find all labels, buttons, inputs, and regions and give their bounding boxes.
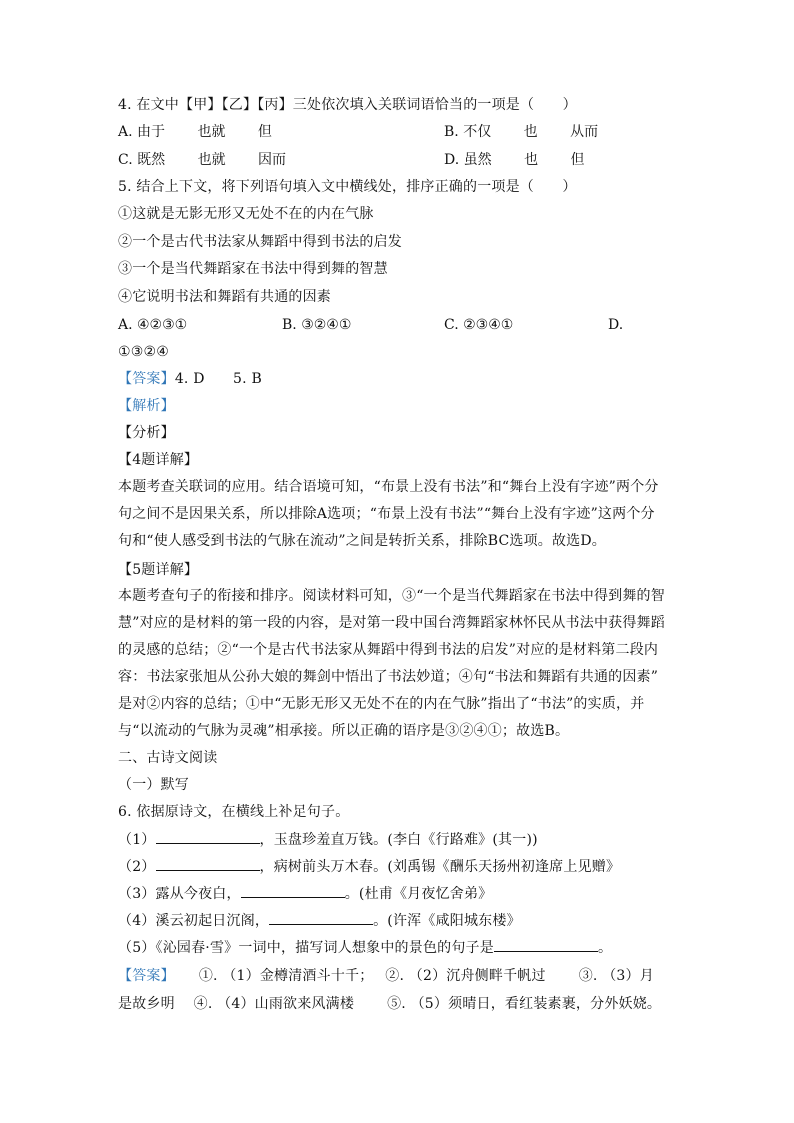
q4-option-d: D. 虽然 也 但: [444, 152, 585, 168]
q6-line-3-prefix: （3）露从今夜白，: [118, 886, 241, 902]
fenxi-tag: 【分析】: [118, 425, 175, 441]
q6-answer-line-1: [118, 967, 654, 985]
answer-tag: 【答案】: [118, 968, 175, 984]
q5-item-3: ③一个是当代舞蹈家在书法中得到舞的智慧: [118, 261, 388, 277]
fill-blank[interactable]: [241, 884, 345, 898]
q4-detail-line: 本题考查关联词的应用。结合语境可知，“布景上没有书法”和“舞台上没有字迹”两个分: [118, 479, 659, 495]
q4-stem: 4. 在文中【甲】【乙】【丙】三处依次填入关联词语恰当的一项是（ ）: [118, 97, 577, 113]
q4-detail-line: 句之间不是因果关系，所以排除A选项；“布景上没有书法”“舞台上没有字迹”这两个分: [118, 506, 655, 522]
q6-line-1-suffix: ，玉盘珍羞直万钱。(李白《行路难》(其一)): [259, 832, 538, 848]
section-heading: 二、古诗文阅读: [118, 750, 218, 766]
q6-line-2-suffix: ，病树前头万木春。(刘禹锡《酬乐天扬州初逢席上见赠》: [259, 859, 621, 875]
q5-detail-line: 慧”对应的是材料的第一段的内容，是对第一段中国台湾舞蹈家林怀民从书法中获得舞蹈: [118, 615, 665, 631]
q6-line-2-prefix: （2）: [118, 859, 156, 875]
q6-line-5: [118, 938, 612, 957]
q6-line-5-suffix: 。: [597, 940, 613, 956]
q4-option-b: B. 不仅 也 从而: [444, 124, 599, 140]
q6-line-3-suffix: 。(杜甫《月夜忆舍弟》: [344, 886, 493, 902]
q6-line-1: [118, 830, 538, 849]
q5-detail-line: 容：书法家张旭从公孙大娘的舞剑中悟出了书法妙道；④句“书法和舞蹈有共通的因素”: [118, 669, 659, 685]
answer-tag: 【答案】: [118, 371, 175, 387]
q6-answer-text: ①. （1）金樽清酒斗十千； ②. （2）沉舟侧畔千帆过 ③. （3）月: [198, 968, 654, 984]
q5-detail-line: 是对②内容的总结；①中“无影无形又无处不在的内在气脉”指出了“书法”的实质，并: [118, 696, 645, 712]
subsection-heading: （一）默写: [118, 777, 189, 793]
q6-line-1-prefix: （1）: [118, 832, 156, 848]
q6-stem: 6. 依据原诗文，在横线上补足句子。: [118, 804, 350, 820]
q5-detail-line: 与“以流动的气脉为灵魂”相承接。所以正确的语序是③②④①；故选B。: [118, 723, 570, 739]
fill-blank[interactable]: [494, 938, 598, 952]
q5-detail-line: 本题考查句子的衔接和排序。阅读材料可知，③“一个是当代舞蹈家在书法中得到舞的智: [118, 588, 665, 604]
answer-line: [118, 370, 262, 388]
q5-option-c: C. ②③④①: [444, 317, 514, 333]
analysis-tag: 【解析】: [118, 398, 175, 414]
fill-blank[interactable]: [156, 857, 260, 871]
q6-line-2: [118, 857, 620, 876]
q5-option-b: B. ③②④①: [282, 317, 352, 333]
fill-blank[interactable]: [269, 911, 373, 925]
answer-text: 4. D 5. B: [174, 371, 262, 387]
q5-option-d-continued: ①③②④: [118, 344, 170, 360]
q6-line-4-prefix: （4）溪云初起日沉阁，: [118, 913, 270, 929]
q6-line-5-prefix: （5）《沁园春·雪》一词中，描写词人想象中的景色的句子是: [118, 940, 494, 956]
q6-line-4-suffix: 。(许浑《咸阳城东楼》: [373, 913, 521, 929]
q6-line-3: [118, 884, 492, 903]
q6-line-4: [118, 911, 521, 930]
fill-blank[interactable]: [156, 830, 260, 844]
q5-detail-line: 的灵感的总结；②“一个是古代书法家从舞蹈中得到书法的启发”对应的是材料第二段内: [118, 642, 659, 658]
q5-option-d: D.: [608, 317, 624, 333]
q5-stem: 5. 结合上下文，将下列语句填入文中横线处，排序正确的一项是（ ）: [118, 179, 577, 195]
q5-option-a: A. ④②③①: [118, 317, 188, 333]
q5-item-1: ①这就是无影无形又无处不在的内在气脉: [118, 206, 374, 222]
q4-detail-line: 句和“使人感受到书法的气脉在流动”之间是转折关系，排除BC选项。故选D。: [118, 533, 606, 549]
q4-option-a: A. 由于 也就 但: [118, 124, 272, 140]
q4-detail-tag: 【4题详解】: [118, 452, 199, 468]
q5-item-4: ④它说明书法和舞蹈有共通的因素: [118, 289, 331, 305]
q6-answer-line-2: 是故乡明 ④. （4）山雨欲来风满楼 ⑤. （5）须晴日，看红装素裹，分外妖娆。: [118, 996, 662, 1012]
q5-item-2: ②一个是古代书法家从舞蹈中得到书法的启发: [118, 234, 402, 250]
q5-detail-tag: 【5题详解】: [118, 562, 199, 578]
q4-option-c: C. 既然 也就 因而: [118, 152, 287, 168]
